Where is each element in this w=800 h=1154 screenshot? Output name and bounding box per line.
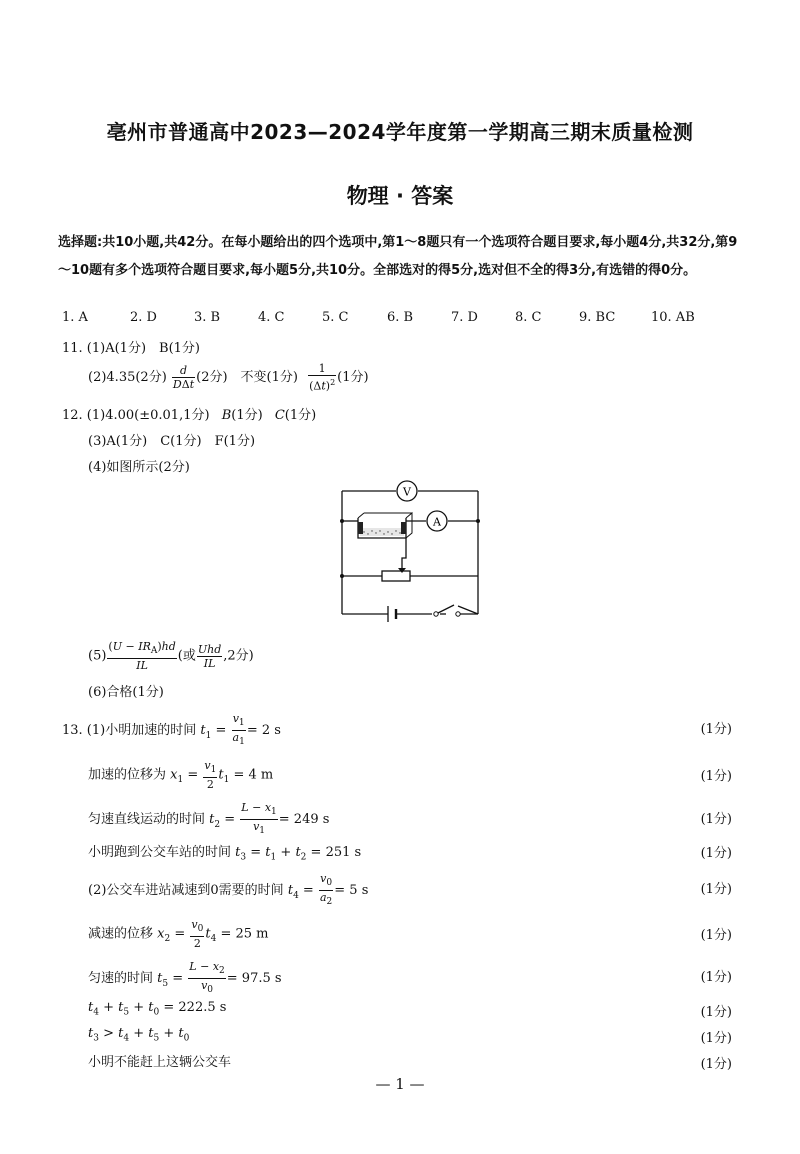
q13-result: = 97.5 s [226,971,282,987]
q11-part-b: (2分) 不变(1分) [196,369,298,385]
q13-text: 匀速直线运动的时间 [88,812,206,828]
q11-line2 [88,362,369,393]
q13-line6: 减速的位移 $x_2$ = $\frac{v_0}{2}$ $t_4 = 25$ m [88,918,269,951]
q13-text: 减速的位移 [88,926,154,942]
q12-part1b: (1分) [231,408,263,423]
switch-contact [434,612,438,616]
q13-result: = 222.5 s [163,1000,227,1015]
score: (1分) [700,928,732,943]
formula-1-over-dt2: $\frac{1}{(\Delta t)^2}$ [309,362,336,393]
doc-subtitle: 物理 · 答案 [346,184,454,208]
switch-contact [456,612,460,616]
score: (1分) [700,970,732,985]
mc-answers [0,310,800,328]
score: (1分) [700,812,732,827]
q13-text: 13. (1)小明加速的时间 [62,723,197,739]
q13-line4: 小明跑到公交车站的时间 $t_3 = t_1 + t_2 = 251$ s [88,845,362,863]
mc-answer: 10. AB [651,310,695,325]
formula-L-x1-over-v1: $\frac{L - x_1}{v_1}$ [241,801,277,837]
q12-line5 [88,640,254,672]
junction-dot [340,574,344,578]
q13-result: = 251 s [310,845,362,860]
switch-lever [458,606,478,614]
q11-line1: 11. (1)A(1分) B(1分) [62,341,200,356]
score: (1分) [700,722,732,737]
score: (1分) [700,882,732,897]
formula-v1-over-a1: $\frac{v_1}{a_1}$ [232,712,245,748]
junction-dot [340,519,344,523]
q13-line2: 加速的位移为 $x_1$ = $\frac{v_1}{2}$ $t_1 = 4$ m [88,759,274,792]
q13-text: 匀速的时间 [88,971,154,987]
q13-line1: 13. (1)小明加速的时间 $t_1$ = $\frac{v_1}{a_1}$ = 2 s [62,712,281,748]
ammeter-label: A [433,515,441,529]
formula-Uhd-over-IL: $\frac{\text{Uhd}}{IL}$ [197,642,222,670]
junction-dot [476,519,480,523]
q12-part5b: (或 [177,648,196,664]
formula-v0-over-2: $\frac{v_0}{2}$ [191,918,204,951]
q13-result: = 4 m [233,767,274,783]
formula-v0-over-a2: $\frac{v_0}{a_2}$ [319,872,333,908]
intro-paragraph: 选择题:共10小题,共42分。在每小题给出的四个选项中,第1～8题只有一个选项符合题目要求,每小题4分,共32分,第9～10题有多个选项符合题目要求,每小题5分,共10分。全部选对的得5分,选对但不全的得3分,有选错的得0分。 [58,235,738,278]
doc-title: 亳州市普通高中2023—2024学年度第一学期高三期末质量检测 [106,120,694,144]
q12-part1: 12. (1)4.00(±0.01,1分) [62,408,210,423]
formula-d-over-DΔt: $\frac{d}{\text{DΔt}}$ [172,363,195,391]
q13-text: (2)公交车进站减速到0需要的时间 [88,883,284,899]
score: (1分) [700,769,732,784]
liquid-container [358,513,412,538]
q13-line5: (2)公交车进站减速到0需要的时间 $t_4$ = $\frac{v_0}{a_2}$ = 5 s [88,872,369,908]
slider-wire [402,538,406,568]
q12-part5a: (5) [88,648,107,664]
score: (1分) [700,846,732,861]
q12-line3: (3)A(1分) C(1分) F(1分) [88,434,256,449]
q13-result: = 25 m [220,926,269,942]
mc-answer: 1. A [62,310,88,325]
formula-resistivity: $\frac{(U - IR_A)hd}{IL}$ [108,640,176,673]
page-number: — 1 — [375,1075,425,1093]
q11-part-a: (2)4.35(2分) [88,369,167,385]
mc-answer: 2. D [130,310,157,325]
formula-v1-over-2: $\frac{v_1}{2}$ [204,759,217,792]
mc-answer: 4. C [258,310,285,325]
mc-answer: 8. C [515,310,542,325]
q13-text: 小明跑到公交车站的时间 [88,845,232,860]
mc-answer: 5. C [322,310,349,325]
q13-result: = 5 s [334,883,369,899]
q12-line4: (4)如图所示(2分) [88,460,190,475]
q12-part1c: (1分) [284,408,317,423]
q13-line7: 匀速的时间 $t_5$ = $\frac{L - x_2}{v_0}$ = 97.5 s [88,960,282,996]
q11-part-c: (1分) [337,369,369,385]
q13-line8: $t_4 + t_5 + t_0 = 222.5$ s [88,1000,227,1018]
mc-answer: 3. B [194,310,221,325]
q13-result: = 249 s [278,812,330,828]
circuit-diagram [330,478,490,623]
score: (1分) [700,1031,732,1046]
formula-L-x2-over-v0: $\frac{L - x_2}{v_0}$ [189,960,225,996]
mc-answer: 6. B [387,310,414,325]
q12-line1: 12. (1)4.00(±0.01,1分) B(1分) C(1分) [62,408,317,423]
q12-line6: (6)合格(1分) [88,685,164,700]
mc-answer: 7. D [451,310,478,325]
voltmeter-label: V [403,485,411,499]
q13-text: 加速的位移为 [88,767,167,783]
q12-part5c: ,2分) [223,648,254,664]
rheostat [382,571,410,581]
mc-answer: 9. BC [579,310,616,325]
score: (1分) [700,1057,732,1072]
switch-blade [438,605,454,613]
q13-line10: 小明不能赶上这辆公交车 [88,1055,232,1070]
score: (1分) [700,1005,732,1020]
q13-line3: 匀速直线运动的时间 $t_2$ = $\frac{L - x_1}{v_1}$ = 249 s [88,801,330,837]
q13-line9: $t_3 > t_4 + t_5 + t_0$ [88,1026,190,1044]
q13-result: = 2 s [246,723,281,739]
